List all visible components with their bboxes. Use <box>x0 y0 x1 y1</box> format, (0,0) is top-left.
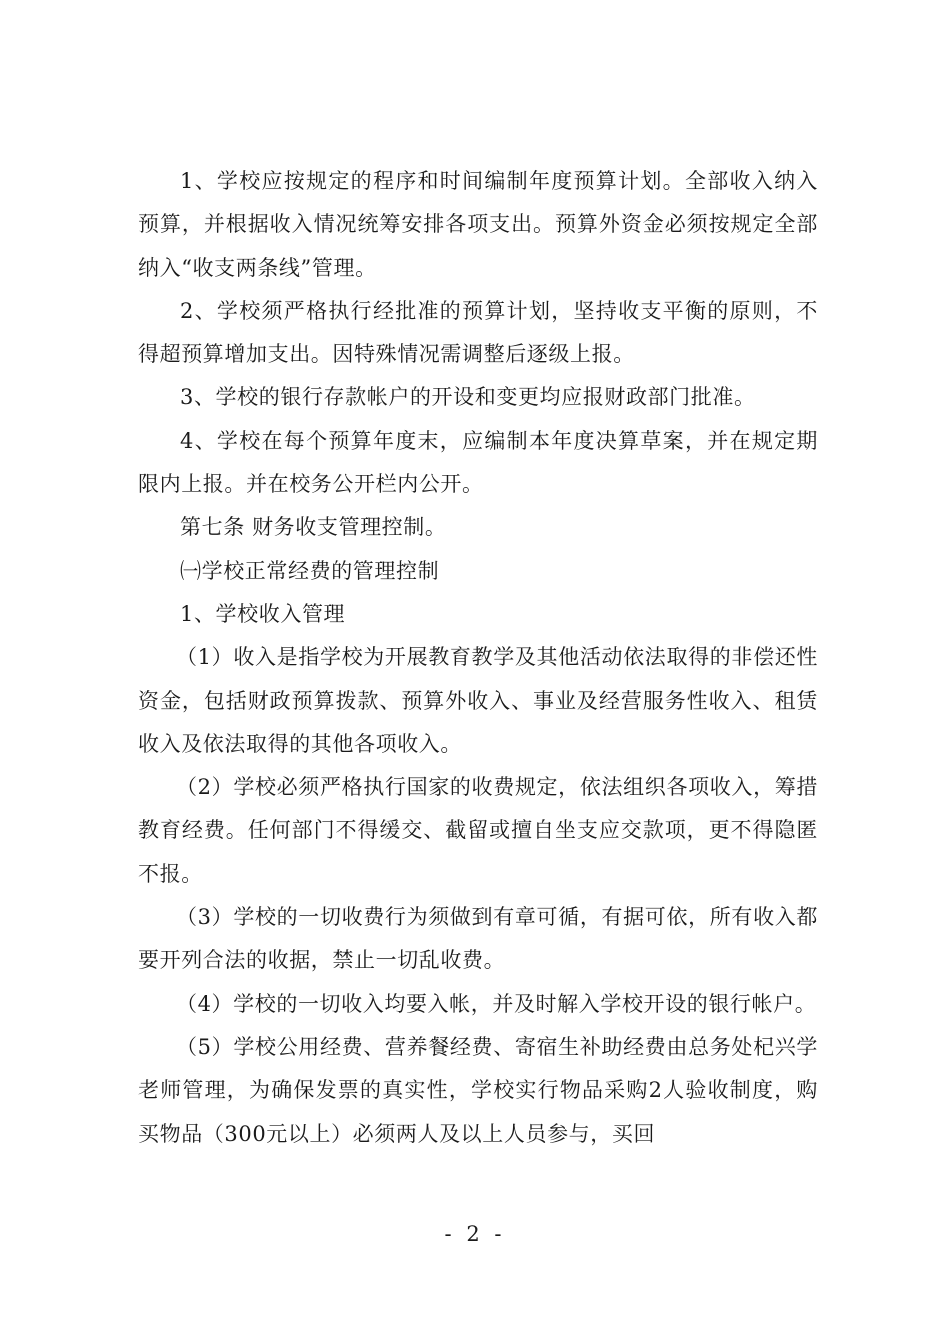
paragraph-fund-management: （5）学校公用经费、营养餐经费、寄宿生补助经费由总务处杞兴学老师管理，为确保发票的真实性，学校实行物品采购2人验收制度，购买物品（300元以上）必须两人及以上人员参与，买回 <box>138 1034 818 1146</box>
article-seven-heading: 第七条 财务收支管理控制。 <box>180 515 447 540</box>
page-number: - 2 - <box>444 1222 506 1246</box>
paragraph-budget-execution: 2、学校须严格执行经批准的预算计划，坚持收支平衡的原则，不得超预算增加支出。因特殊情况需调整后逐级上报。 <box>138 298 818 367</box>
paragraph-fee-regulation: （2）学校必须严格执行国家的收费规定，依法组织各项收入，筹措教育经费。任何部门不得缓交、截留或擅自坐支应交款项，更不得隐匿不报。 <box>138 775 818 886</box>
document-body <box>138 160 818 1156</box>
paragraph-budget-plan: 1、学校应按规定的程序和时间编制年度预算计划。全部收入纳入预算，并根据收入情况统筹安排各项支出。预算外资金必须按规定全部纳入“收支两条线”管理。 <box>138 169 818 280</box>
subsection-income-heading: 1、学校收入管理 <box>180 601 346 626</box>
paragraph-final-accounts: 4、学校在每个预算年度末，应编制本年度决算草案，并在规定期限内上报。并在校务公开栏内公开。 <box>138 428 818 497</box>
paragraph-income-deposit: （4）学校的一切收入均要入帐，并及时解入学校开设的银行帐户。 <box>176 991 817 1016</box>
paragraph-fee-receipts: （3）学校的一切收费行为须做到有章可循，有据可依，所有收入都要开列合法的收据，禁止一切乱收费。 <box>138 905 818 973</box>
paragraph-bank-account: 3、学校的银行存款帐户的开设和变更均应报财政部门批准。 <box>180 385 756 410</box>
paragraph-income-definition: （1）收入是指学校为开展教育教学及其他活动依法取得的非偿还性资金，包括财政预算拨款、预算外收入、事业及经营服务性收入、租赁收入及依法取得的其他各项收入。 <box>138 645 818 756</box>
section-one-heading: ㈠学校正常经费的管理控制 <box>180 558 440 583</box>
